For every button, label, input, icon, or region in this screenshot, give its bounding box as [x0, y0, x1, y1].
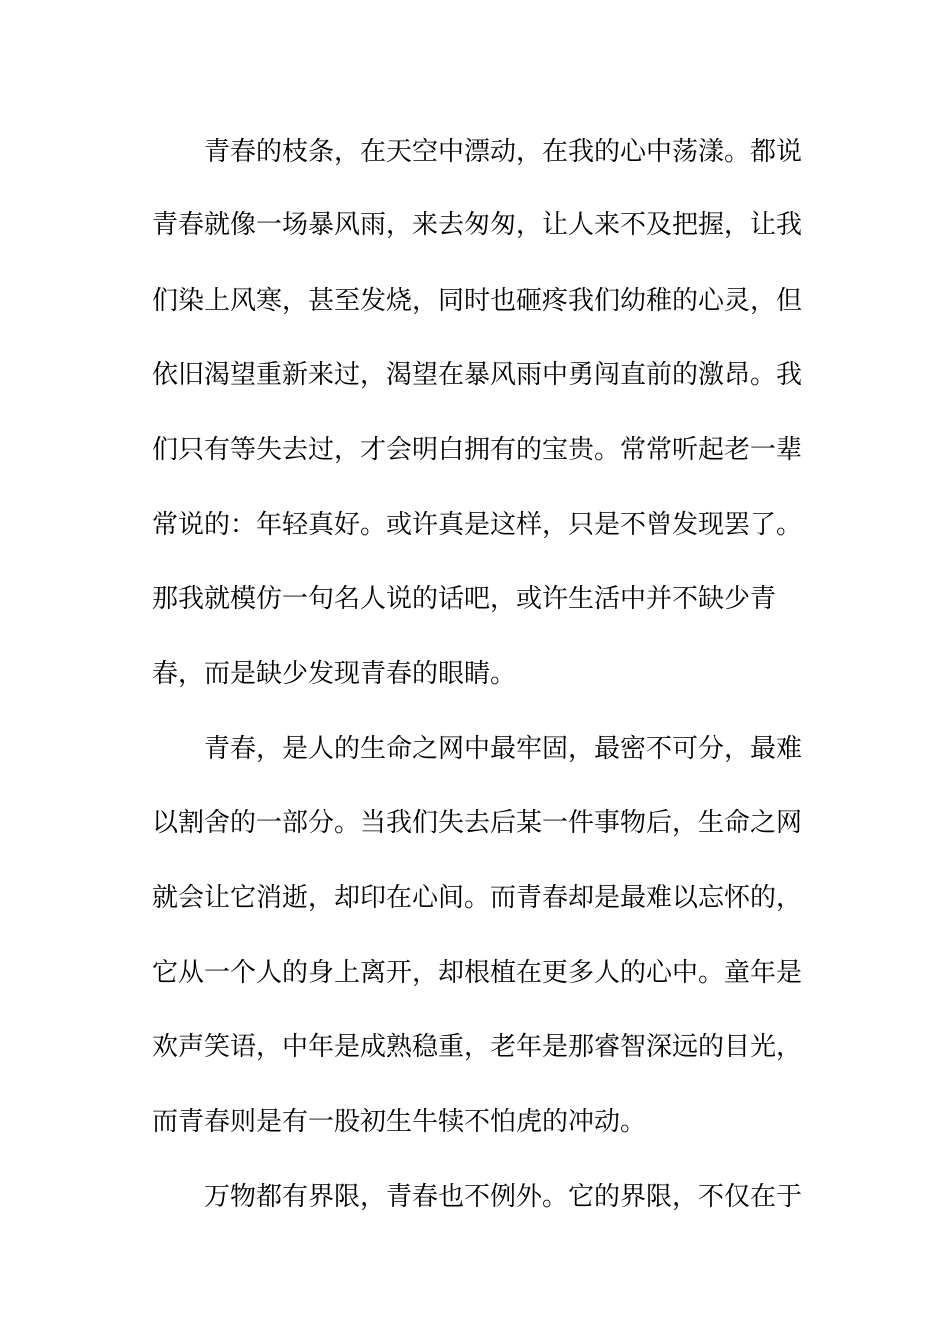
paragraph-1-line-1: 青春的枝条，在天空中漂动，在我的心中荡漾。都说	[204, 137, 803, 167]
paragraph-2-line-5: 欢声笑语，中年是成熟稳重，老年是那睿智深远的目光，	[152, 1032, 803, 1062]
paragraph-1-line-4: 依旧渴望重新来过，渴望在暴风雨中勇闯直前的激昂。我	[152, 360, 803, 390]
paragraph-2-line-3: 就会让它消逝，却印在心间。而青春却是最难以忘怀的，	[152, 883, 803, 913]
paragraph-2-line-4: 它从一个人的身上离开，却根植在更多人的心中。童年是	[152, 958, 803, 988]
paragraph-1-line-5: 们只有等失去过，才会明白拥有的宝贵。常常听起老一辈	[152, 435, 803, 465]
paragraph-1-line-7: 那我就模仿一句名人说的话吧，或许生活中并不缺少青	[152, 584, 777, 614]
paragraph-1-line-2: 青春就像一场暴风雨，来去匆匆，让人来不及把握，让我	[152, 210, 803, 240]
paragraph-2-line-2: 以割舍的一部分。当我们失去后某一件事物后，生命之网	[152, 808, 803, 838]
paragraph-2-line-1: 青春，是人的生命之网中最牢固，最密不可分，最难	[204, 734, 803, 764]
paragraph-1-line-3: 们染上风寒，甚至发烧，同时也砸疼我们幼稚的心灵，但	[152, 286, 803, 316]
paragraph-2-line-6: 而青春则是有一股初生牛犊不怕虎的冲动。	[152, 1107, 647, 1137]
paragraph-1-line-6: 常说的：年轻真好。或许真是这样，只是不曾发现罢了。	[152, 510, 803, 540]
paragraph-1-line-8: 春，而是缺少发现青春的眼睛。	[152, 659, 517, 689]
paragraph-3-line-1: 万物都有界限，青春也不例外。它的界限，不仅在于	[204, 1182, 803, 1212]
